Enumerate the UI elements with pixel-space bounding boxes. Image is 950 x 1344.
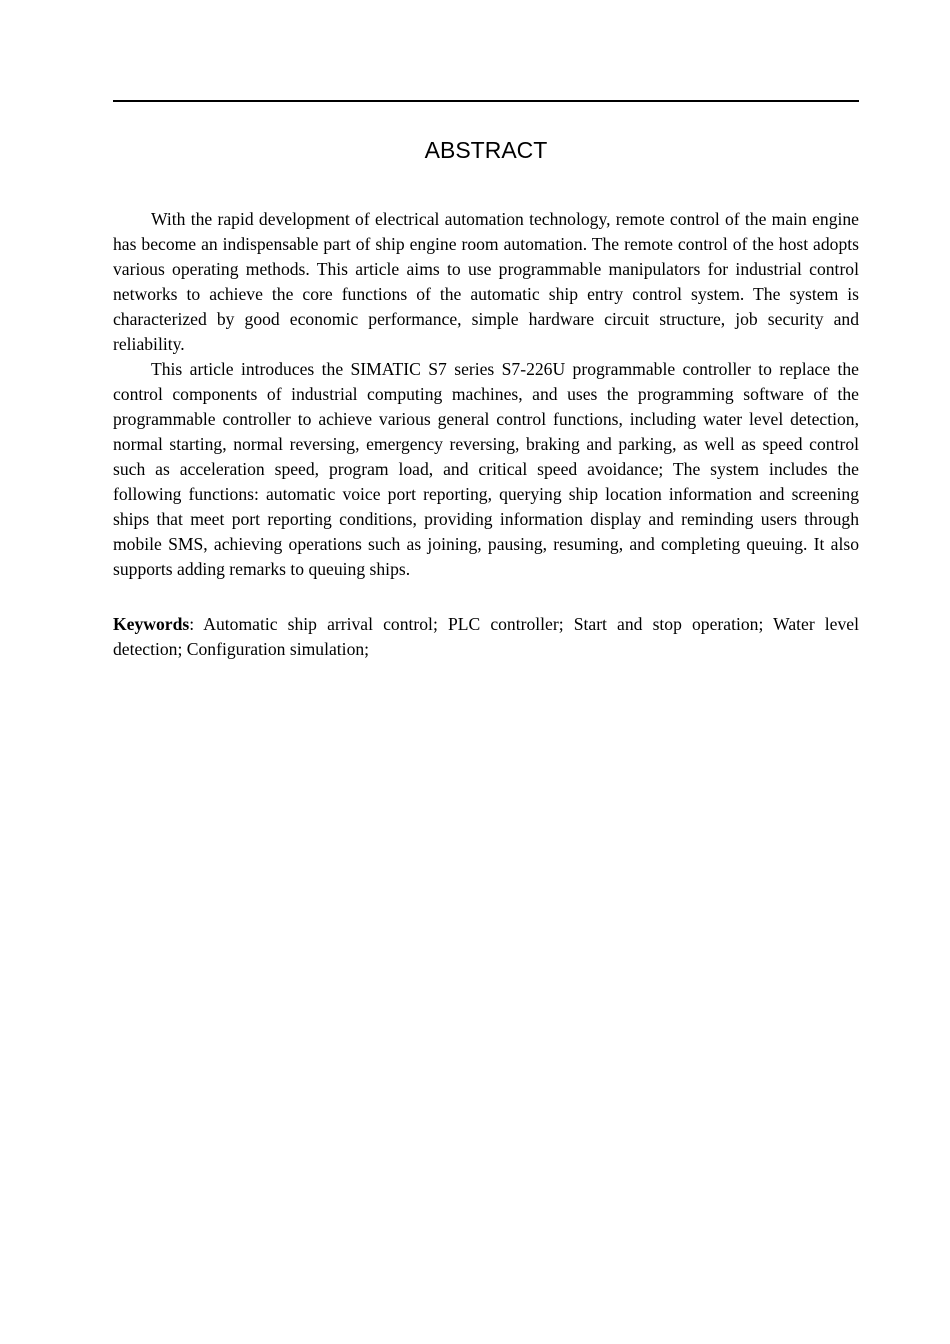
abstract-title: ABSTRACT — [424, 137, 548, 163]
keywords-label: Keywords — [113, 614, 190, 634]
keywords-text: : Automatic ship arrival control; PLC controller; Start and stop operation; Water level detection; Configuration simulation; — [113, 614, 859, 659]
abstract-paragraph-2: This article introduces the SIMATIC S7 series S7-226U programmable controller to replace the control components of industrial computing machines, and uses the programming software of the programmable controller to achieve various general control functions, including water level detection, normal starting, normal reversing, emergency reversing, braking and parking, as well as speed control such as acceleration speed, program load, and critical speed avoidance; The system includes the following functions: automatic voice port reporting, querying ship location information and screening ships that meet port reporting conditions, providing information display and reminding users through mobile SMS, achieving operations such as joining, pausing, resuming, and completing queuing. It also supports adding remarks to queuing ships. — [113, 359, 859, 579]
header-rule — [113, 100, 859, 102]
abstract-body — [113, 207, 859, 582]
keywords-line — [113, 612, 859, 662]
abstract-paragraph-1: With the rapid development of electrical automation technology, remote control of the main engine has become an indispensable part of ship engine room automation. The remote control of the host adopts various operating methods. This article aims to use programmable manipulators for industrial control networks to achieve the core functions of the automatic ship entry control system. The system is characterized by good economic performance, simple hardware circuit structure, job security and reliability. — [113, 209, 859, 354]
